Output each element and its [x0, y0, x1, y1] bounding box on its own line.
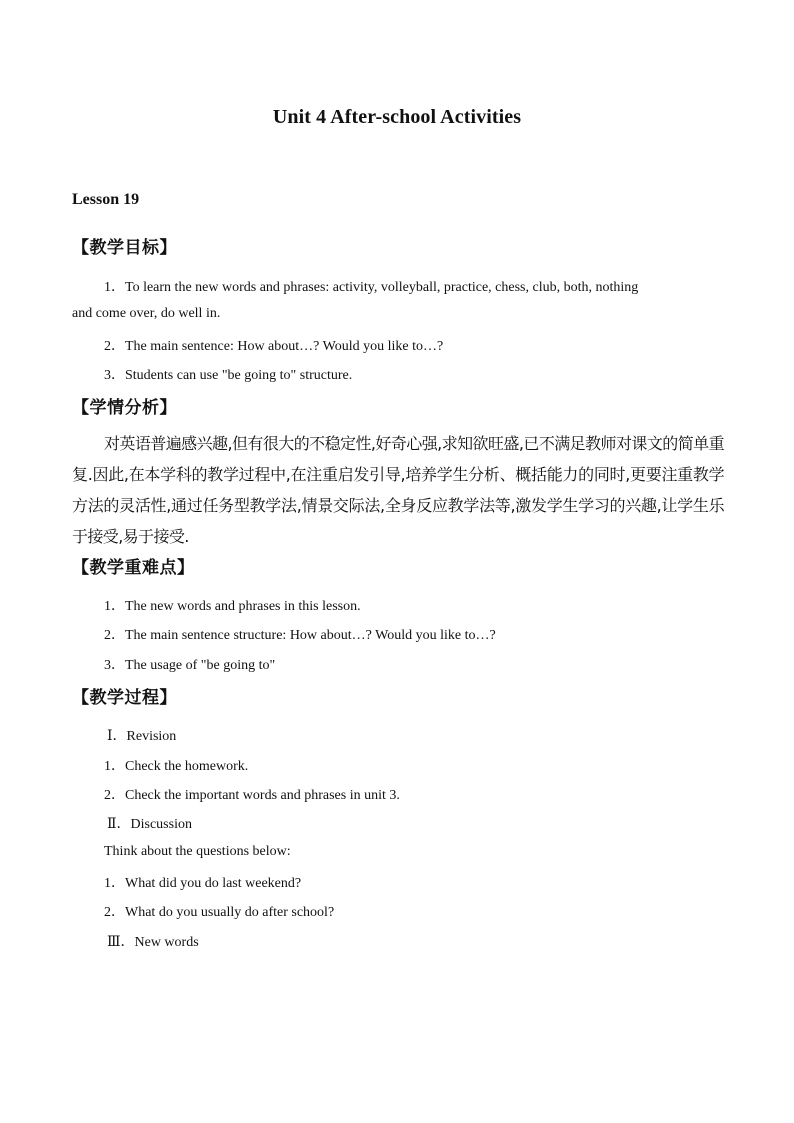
process-step: Ⅲ．New words: [107, 935, 199, 950]
key-points-heading: 【教学重难点】: [72, 558, 195, 578]
process-step: Think about the questions below:: [104, 844, 291, 859]
objectives-item: and come over, do well in.: [72, 306, 221, 321]
objectives-item: 2．The main sentence: How about…? Would you like to…?: [104, 339, 444, 354]
process-step: Ⅰ．Revision: [107, 729, 177, 744]
key-point-item: 3．The usage of "be going to": [104, 658, 276, 673]
lesson-label: Lesson 19: [72, 191, 140, 208]
objectives-item: 1．To learn the new words and phrases: activity, volleyball, practice, chess, club, both, nothing: [104, 280, 639, 295]
key-point-item: 2．The main sentence structure: How about…? Would you like to…?: [104, 628, 496, 643]
analysis-heading: 【学情分析】: [72, 398, 177, 418]
process-step: Ⅱ．Discussion: [107, 817, 192, 832]
process-step: 1．What did you do last weekend?: [104, 876, 302, 891]
objectives-item: 3．Students can use "be going to" structure.: [104, 368, 353, 383]
page-title: Unit 4 After-school Activities: [272, 106, 522, 128]
process-step: 2．Check the important words and phrases in unit 3.: [104, 788, 400, 803]
process-heading: 【教学过程】: [72, 688, 177, 708]
process-step: 1．Check the homework.: [104, 759, 249, 774]
analysis-paragraph: 对英语普遍感兴趣,但有很大的不稳定性,好奇心强,求知欲旺盛,已不满足教师对课文的简单重复.因此,在本学科的教学过程中,在注重启发引导,培养学生分析、概括能力的同时,更要注重教学方法的灵活性,通过任务型教学法,情景交际法,全身反应教学法等,激发学生学习的兴趣,让学生乐于接受,易于接受.: [72, 434, 724, 546]
process-step: 2．What do you usually do after school?: [104, 905, 335, 920]
key-point-item: 1．The new words and phrases in this lesson.: [104, 599, 361, 614]
objectives-heading: 【教学目标】: [72, 238, 177, 258]
